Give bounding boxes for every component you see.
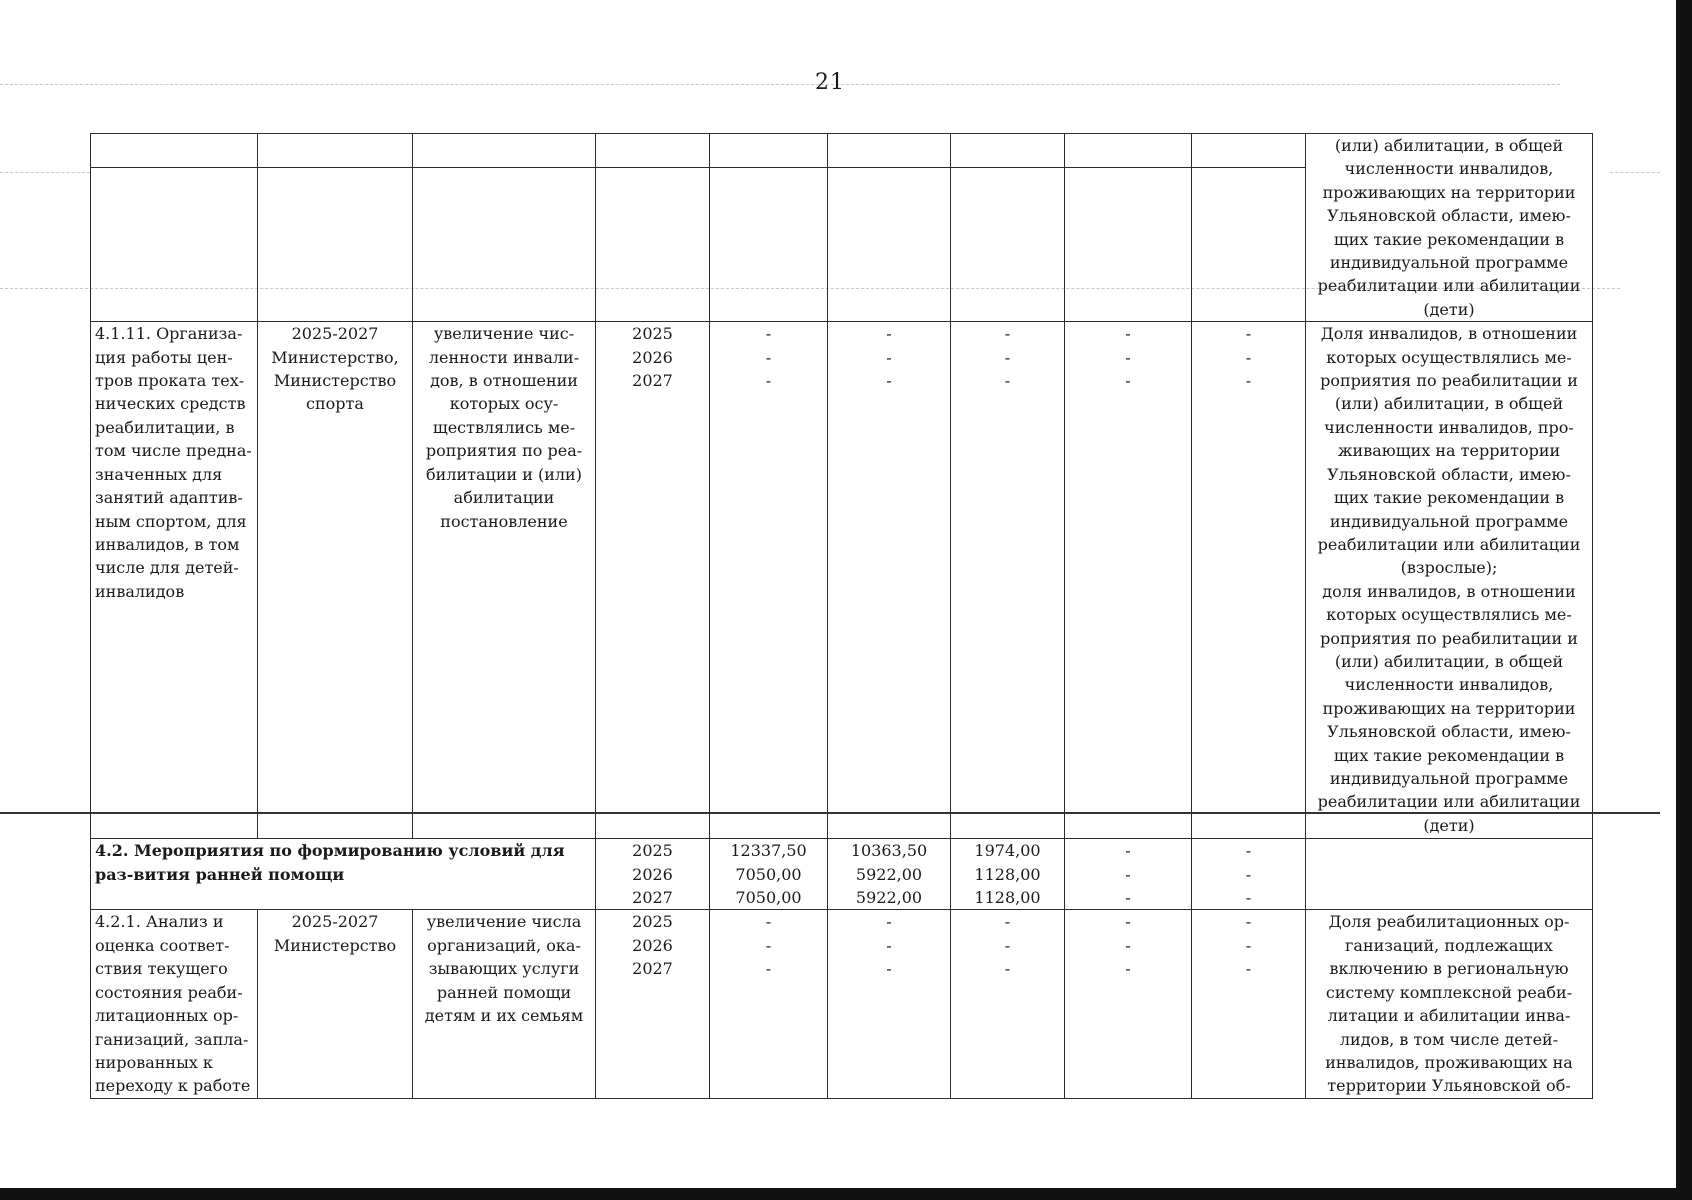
- empty-cell: [1065, 168, 1192, 322]
- finance-cell: - - -: [1065, 910, 1192, 1098]
- finance-cell: 1974,00 1128,00 1128,00: [951, 839, 1065, 910]
- years-cell: 2025 2026 2027: [596, 910, 710, 1098]
- empty-cell: [91, 168, 258, 322]
- page-number: 21: [815, 70, 845, 95]
- empty-cell: [596, 168, 710, 322]
- finance-cell: - - -: [710, 322, 828, 839]
- executor-text: Министерство, Министерство спорта: [271, 347, 399, 414]
- header-cell: [710, 134, 828, 168]
- result-cell: увеличение числа организаций, ока-зывающих услуги ранней помощи детям и их семьям: [413, 910, 596, 1098]
- scan-edge-bottom: [0, 1188, 1692, 1200]
- finance-cell: - - -: [828, 910, 951, 1098]
- section-row-4-2: [91, 839, 1593, 910]
- header-cell: [413, 134, 596, 168]
- indicator-cell: Доля реабилитационных ор-ганизаций, подлежащих включению в региональную систему комплексной реаби-литации и абилитации инва-лидов, в том числе детей-инвалидов, проживающих на территории Ульяновской об-: [1306, 910, 1593, 1098]
- executor-text: Министерство: [273, 935, 397, 955]
- finance-cell: - - -: [1192, 839, 1306, 910]
- empty-cell: [828, 168, 951, 322]
- period-executor-cell: [258, 910, 413, 1098]
- years-cell: 2025 2026 2027: [596, 839, 710, 910]
- finance-cell: - - -: [951, 322, 1065, 839]
- activity-name-cell: 4.1.11. Организа-ция работы цен-тров проката тех-нических средств реабилитации, в том числе предна-значенных для занятий адаптив-ным спортом, для инвалидов, в том числе для детей-инвалидов: [91, 322, 258, 839]
- empty-cell: [951, 168, 1065, 322]
- empty-cell: [1306, 839, 1593, 910]
- finance-cell: 10363,50 5922,00 5922,00: [828, 839, 951, 910]
- finance-cell: - - -: [1192, 910, 1306, 1098]
- header-cell: [828, 134, 951, 168]
- period-text: 2025-2027: [291, 324, 379, 344]
- empty-cell: [413, 168, 596, 322]
- finance-cell: - - -: [828, 322, 951, 839]
- header-cell: [951, 134, 1065, 168]
- activity-name-cell: 4.2.1. Анализ и оценка соответ-ствия текущего состояния реаби-литационных ор-ганизаций, запла-нированных к переходу к работе: [91, 910, 258, 1098]
- finance-cell: - - -: [710, 910, 828, 1098]
- scan-edge-right: [1676, 0, 1692, 1200]
- header-cell: [596, 134, 710, 168]
- header-cell: [91, 134, 258, 168]
- finance-cell: - - -: [1065, 322, 1192, 839]
- table-row-4-2-1: [91, 910, 1593, 1098]
- years-cell: 2025 2026 2027: [596, 322, 710, 839]
- period-executor-cell: [258, 322, 413, 839]
- finance-cell: 12337,50 7050,00 7050,00: [710, 839, 828, 910]
- indicator-cell: Доля инвалидов, в отношении которых осуществлялись ме-роприятия по реабилитации и (или) абилитации, в общей численности инвалидов, про-живающих на территории Ульяновской области, имею-щих такие рекомендации в индивидуальной программе реабилитации или абилитации (взрослые); доля инвалидов, в отношении которых осуществлялись ме-роприятия по реабилитации и (или) абилитации, в общей численности инвалидов, проживающих на территории Ульяновской области, имею-щих такие рекомендации в индивидуальной программе реабилитации или абилитации (дети): [1306, 322, 1593, 839]
- finance-cell: - - -: [1192, 322, 1306, 839]
- scan-artifact-line: [0, 812, 1660, 814]
- header-cell: [1065, 134, 1192, 168]
- table-header-strip: [91, 134, 1593, 168]
- scan-artifact-line: [1610, 172, 1660, 173]
- continuation-indicator-cell: (или) абилитации, в общей численности инвалидов, проживающих на территории Ульяновской области, имею-щих такие рекомендации в индивидуальной программе реабилитации или абилитации (дети): [1306, 134, 1593, 322]
- header-cell: [1192, 134, 1306, 168]
- period-text: 2025-2027: [291, 912, 379, 932]
- header-cell: [258, 134, 413, 168]
- table-row-4-1-11: [91, 322, 1593, 839]
- empty-cell: [258, 168, 413, 322]
- section-title-cell: 4.2. Мероприятия по формированию условий для раз-вития ранней помощи: [91, 839, 596, 910]
- finance-cell: - - -: [951, 910, 1065, 1098]
- empty-cell: [1192, 168, 1306, 322]
- program-activities-table: [90, 133, 1593, 1099]
- scan-artifact-line: [0, 172, 90, 173]
- result-cell: увеличение чис-ленности инвали-дов, в отношении которых осу-ществлялись ме-роприятия по реа-билитации и (или) абилитации постановление: [413, 322, 596, 839]
- finance-cell: - - -: [1065, 839, 1192, 910]
- empty-cell: [710, 168, 828, 322]
